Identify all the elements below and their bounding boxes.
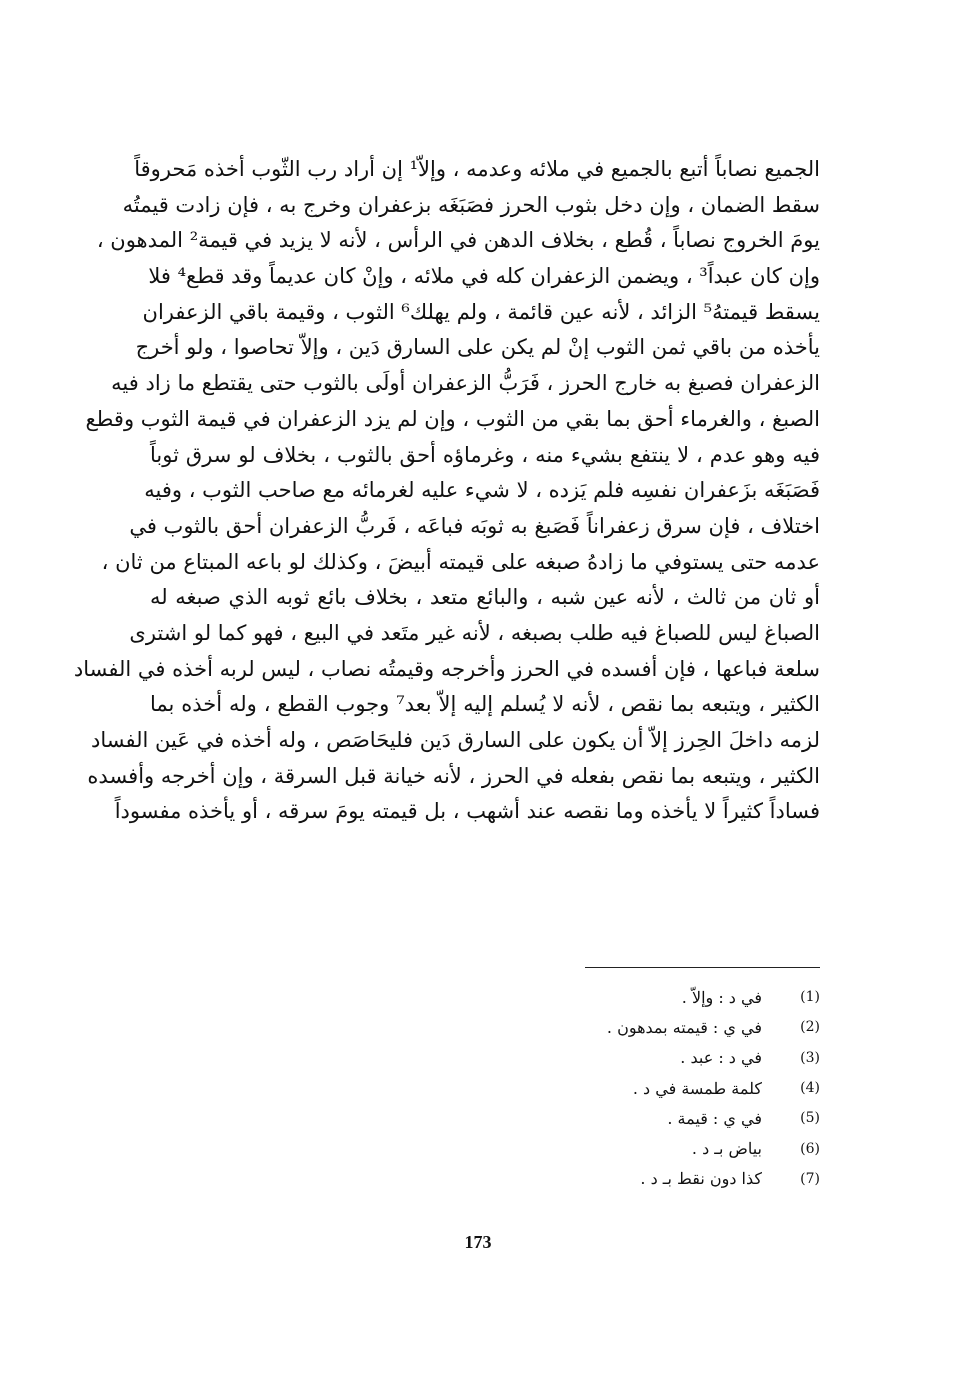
- footnote: [560, 1103, 820, 1133]
- text-line: اختلاف ، فإن سرق زعفراناً فَصَبغ به ثوبَه فباعَه ، فَربُّ الزعفران أحق بالثوب في: [129, 513, 820, 538]
- footnote: [560, 982, 820, 1012]
- text-line: وإن كان عبداً³ ، ويضمن الزعفران كله في ملائه ، وإنْ كان عديماً وقد قطع⁴ فلا: [148, 264, 820, 289]
- text-line: الجميع نصاباً أتبع بالجميع في ملائه وعدمه ، وإلاّ¹ إن أراد رب الثّوب أخذه مَحروقاً: [134, 157, 820, 181]
- text-line: لزمه داخلَ الحِرز إلاّ أن يكون على السارق دَين فليحَاصَص ، وله أخذه في عَين الفساد: [91, 728, 820, 752]
- footnote-divider: [585, 967, 820, 968]
- footnote-number: (6): [800, 1140, 820, 1157]
- page-number: 173: [464, 1232, 492, 1252]
- text-line: فَصَبَغَه بزَعفران نفسِه فلم يَزده ، لا شيء عليه لغرمائه مع صاحب الثوب ، وفيه: [144, 478, 820, 503]
- footnote-text: في ي : قيمة .: [667, 1108, 762, 1128]
- footnote-number: (2): [800, 1019, 820, 1036]
- footnote-text: كذا دون نقط بـ د .: [640, 1169, 762, 1189]
- footnote-text: بياض بـ د .: [691, 1139, 762, 1159]
- footnote: [560, 1133, 820, 1163]
- footnote-text: في د : عبد .: [680, 1048, 762, 1068]
- text-line: الصباغ ليس للصباغ فيه طلب بصبغه ، لأنه غير متَعد في البيع ، فهو كما لو اشترى: [129, 620, 820, 645]
- footnote-number: (7): [800, 1170, 820, 1187]
- footnote-text: كلمة طمسة في د .: [632, 1078, 762, 1098]
- text-line: الزعفران فصبغ به خارج الحرز ، فَرَبُّ الزعفران أولَى بالثوب حتى يقتطع ما زاد فيه: [111, 371, 820, 396]
- footnote-number: (3): [800, 1049, 820, 1066]
- footnote-number: (5): [800, 1110, 820, 1127]
- footnote-text: في ي : قيمته بمدهون .: [606, 1017, 762, 1037]
- footnotes: [560, 982, 820, 1194]
- footnote: [560, 1073, 820, 1103]
- text-line: يأخذه من باقي ثمن الثوب إنْ لم يكن على السارق دَين ، وإلاّ تحاصوا ، ولو أخرج: [135, 335, 820, 360]
- text-line: سقط الضمان ، وإن دخل بثوب الحرز فصَبَغَه بزعفران وخرج به ، فإن زادت قيمتُه: [122, 192, 820, 217]
- text-line: أو ثان من ثالث ، لأنه عين شبه ، والبائع متعد ، بخلاف بائع ثوبه الذي صبغه له: [150, 585, 820, 610]
- text-line: عدمه حتى يستوفي ما زادهُ صبغه على قيمته أبيضَ ، وكذلك لو باعه المبتاع من ثان ،: [101, 549, 820, 574]
- footnote-text: في د : وإلاّ .: [681, 987, 762, 1007]
- footnote-number: (4): [800, 1080, 820, 1097]
- main-text: [73, 152, 820, 830]
- footnote: [560, 1012, 820, 1042]
- text-line: سلعة فباعها ، فإن أفسده في الحرز وأخرجه وقيمتُه نصاب ، ليس لربه أخذه في الفساد: [73, 656, 820, 681]
- text-line: الكثير ، ويتبعه بما نقص ، لأنه لا يُسلم إليه إلاّ بعد⁷ وجوب القطع ، وله أخذه بما: [150, 692, 820, 717]
- text-line: فيه وهو عدم ، لا ينتفع بشيء منه ، وغرماؤه أحق بالثوب ، بخلاف لو سرق ثوباً: [150, 442, 820, 467]
- text-line: الكثير ، ويتبعه بما نقص بفعله في الحرز ، لأنه خيانة قبل السرقة ، وإن أخرجه وأفسده: [87, 763, 820, 788]
- footnote: [560, 1043, 820, 1073]
- footnote: [560, 1164, 820, 1194]
- text-line: يومَ الخروج نصاباً ، قُطع ، بخلاف الدهن في الرأس ، لأنه لا يزيد في قيمة² المدهون ،: [96, 228, 820, 253]
- text-line: الصبغ ، والغرماء أحق بما بقي من الثوب ، وإن لم يزد الزعفران في قيمة الثوب وقطع: [85, 406, 820, 431]
- text-line: فساداً كثيراً لا يأخذه وما نقصه عند أشهب ، بل قيمته يومَ سرقه ، أو يأخذه مفسوداً: [114, 799, 820, 824]
- text-line: يسقط قيمتهُ⁵ الزائد ، لأنه عين قائمة ، ولم يهلك⁶ الثوب ، وقيمة باقي الزعفران: [142, 299, 820, 324]
- footnote-number: (1): [800, 989, 820, 1006]
